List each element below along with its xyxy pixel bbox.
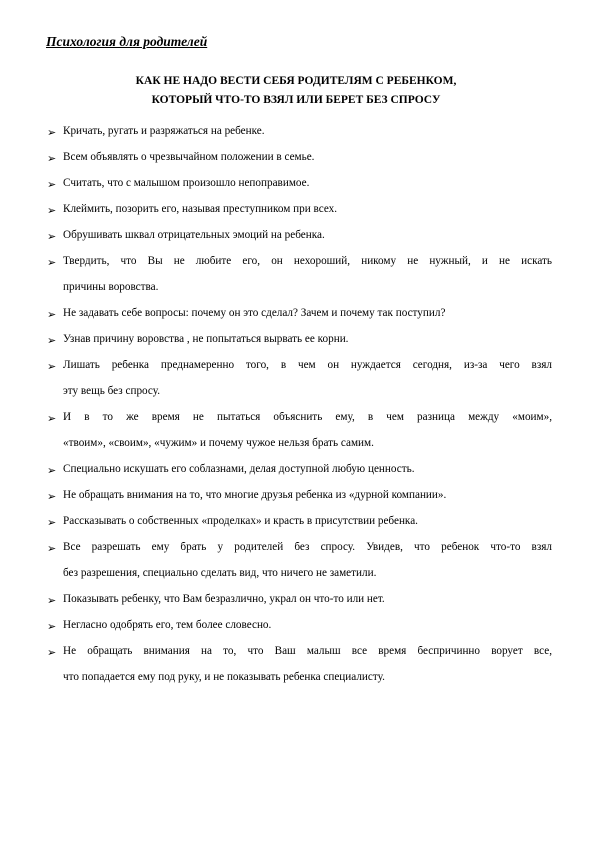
list-item-text: Не задавать себе вопросы: почему он это сделал? Зачем и почему так поступил? [63, 307, 446, 319]
list-item-text: Специально искушать его соблазнами, делая доступной любую ценность. [63, 463, 415, 475]
list-item-text: Рассказывать о собственных «проделках» и красть в присутствии ребенка. [63, 515, 418, 527]
list-item-text: эту вещь без спросу. [63, 385, 160, 397]
list-bullet-icon: ➢ [47, 230, 57, 243]
list-bullet-icon: ➢ [47, 178, 57, 191]
list-item-text: Не обращать внимания на то, что многие друзья ребенка из «дурной компании». [63, 489, 447, 501]
list-bullet-icon: ➢ [47, 334, 57, 347]
list-item-text: «твоим», «своим», «чужим» и почему чужое нельзя брать самим. [63, 437, 374, 449]
list-item-text: Клеймить, позорить его, называя преступником при всех. [63, 203, 338, 215]
list-bullet-icon: ➢ [47, 308, 57, 321]
section-heading: Психология для родителей [46, 34, 208, 49]
list-item-text: что попадается ему под руку, и не показывать ребенка специалисту. [63, 671, 385, 683]
list-bullet-icon: ➢ [47, 516, 57, 529]
list-item-text: Кричать, ругать и разряжаться на ребенке. [63, 125, 265, 137]
list-bullet-icon: ➢ [47, 490, 57, 503]
list-bullet-icon: ➢ [47, 464, 57, 477]
list-item-text: Узнав причину воровства , не попытаться вырвать ее корни. [63, 333, 349, 345]
list-bullet-icon: ➢ [47, 256, 57, 269]
list-bullet-icon: ➢ [47, 646, 57, 659]
list-bullet-icon: ➢ [47, 204, 57, 217]
list-item-text: Твердить, что Вы не любите его, он нехороший, никому не нужный, и не искать [63, 256, 552, 267]
list-item-text: причины воровства. [63, 281, 159, 293]
list-bullet-icon: ➢ [47, 412, 57, 425]
list-bullet-icon: ➢ [47, 360, 57, 373]
list-item-text: Всем объявлять о чрезвычайном положении в семье. [63, 151, 315, 163]
list-item-text: Все разрешать ему брать у родителей без спросу. Увидев, что ребенок что-то взял [63, 542, 552, 553]
list-bullet-icon: ➢ [47, 594, 57, 607]
list-item-text: Обрушивать шквал отрицательных эмоций на ребенка. [63, 229, 325, 241]
list-item-text: Лишать ребенка преднамеренно того, в чем он нуждается сегодня, из-за чего взял [63, 360, 552, 371]
list-item-text: Не обращать внимания на то, что Ваш малыш все время беспричинно ворует все, [63, 646, 552, 657]
list-item-text: без разрешения, специально сделать вид, что ничего не заметили. [63, 567, 377, 579]
list-bullet-icon: ➢ [47, 126, 57, 139]
document-title-line-1: КАК НЕ НАДО ВЕСТИ СЕБЯ РОДИТЕЛЯМ С РЕБЕНКОМ, [135, 75, 457, 87]
list-item-text: Считать, что с малышом произошло непоправимое. [63, 177, 310, 189]
list-bullet-icon: ➢ [47, 620, 57, 633]
document-title-line-2: КОТОРЫЙ ЧТО-ТО ВЗЯЛ ИЛИ БЕРЕТ БЕЗ СПРОСУ [151, 94, 441, 106]
list-item-text: Негласно одобрять его, тем более словесно. [63, 619, 272, 631]
list-item-text: Показывать ребенку, что Вам безразлично, украл он что-то или нет. [63, 593, 385, 605]
list-item-text: И в то же время не пытаться объяснить ему, в чем разница между «моим», [63, 412, 552, 423]
list-bullet-icon: ➢ [47, 152, 57, 165]
list-bullet-icon: ➢ [47, 542, 57, 555]
